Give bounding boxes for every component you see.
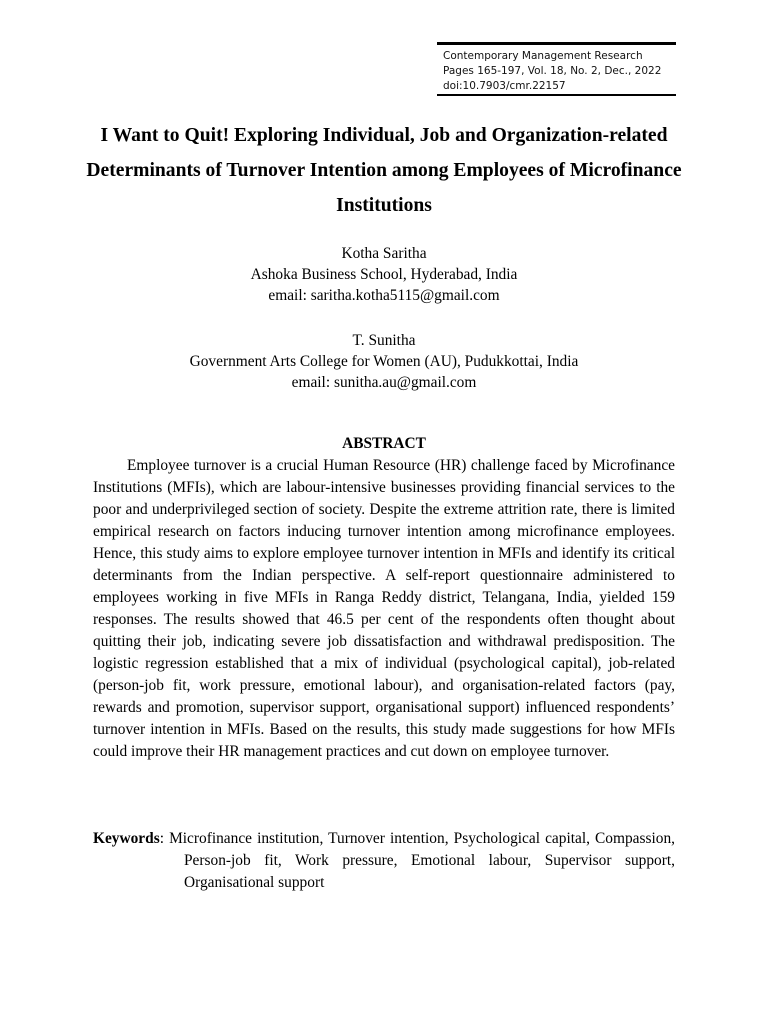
author-name: T. Sunitha [352, 332, 416, 349]
author-email: email: saritha.kotha5115@gmail.com [268, 287, 500, 304]
keywords-list: Microfinance institution, Turnover intention, Psychological capital, Compassion, Person-job fit, Work pressure, Emotional labour, Supervisor support, Organisational support [169, 830, 675, 891]
keywords-label: Keywords [93, 830, 160, 847]
abstract-text: Employee turnover is a crucial Human Resource (HR) challenge faced by Microfinance Institutions (MFIs), which are labour-intensive businesses providing financial services to the poor and underprivileged section of society. Despite the extreme attrition rate, there is limited empirical research on factors inducing turnover intention among microfinance employees. Hence, this study aims to explore employee turnover intention in MFIs and identify its critical determinants from the Indian perspective. A self-report questionnaire administered to employees working in five MFIs in Ranga Reddy district, Telangana, India, yielded 159 responses. The results showed that 46.5 per cent of the respondents often thought about quitting their job, indicating severe job dissatisfaction and withdrawal predisposition. The logistic regression established that a mix of individual (psychological capital), job-related (person-job fit, work pressure, emotional labour), and organisation-related factors (pay, rewards and promotion, supervisor support, organisational support) influenced respondents’ turnover intention in MFIs. Based on the results, this study made suggestions for how MFIs could improve their HR management practices and cut down on employee turnover. [93, 457, 675, 760]
journal-pages: Pages 165-197, Vol. 18, No. 2, Dec., 2022 [443, 65, 662, 77]
journal-doi: doi:10.7903/cmr.22157 [443, 80, 566, 92]
keywords-section [93, 828, 675, 894]
keywords-separator: : [159, 830, 170, 847]
author-email: email: sunitha.au@gmail.com [291, 374, 477, 391]
abstract-heading: ABSTRACT [342, 435, 426, 452]
paper-title: I Want to Quit! Exploring Individual, Job and Organization-related Determinants of Turnover Intention among Employees of Microfinance Institutions [86, 125, 682, 216]
author-block-1 [0, 243, 768, 306]
journal-info-box [437, 42, 676, 96]
journal-name: Contemporary Management Research [443, 50, 643, 62]
author-name: Kotha Saritha [341, 245, 427, 262]
author-affiliation: Government Arts College for Women (AU), Pudukkottai, India [189, 353, 579, 370]
author-affiliation: Ashoka Business School, Hyderabad, India [250, 266, 518, 283]
author-block-2 [0, 330, 768, 393]
